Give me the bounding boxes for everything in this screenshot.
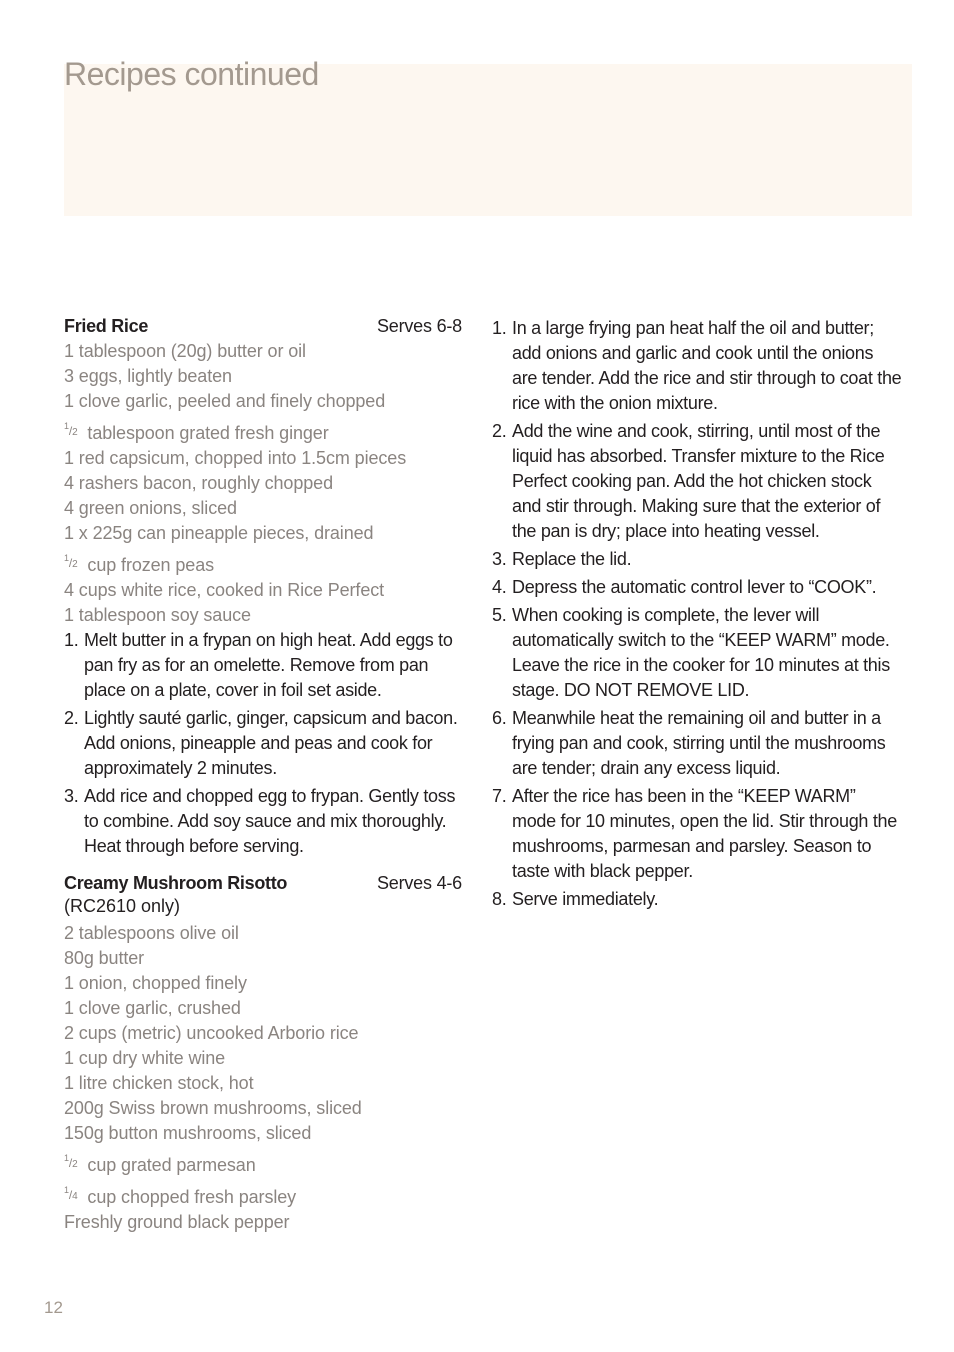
risotto-method-list <box>492 316 902 912</box>
ingredient-item: 1 x 225g can pineapple pieces, drained <box>64 523 374 543</box>
ingredient-item: 4 green onions, sliced <box>64 498 237 518</box>
ingredient-item: 3 eggs, lightly beaten <box>64 366 232 386</box>
ingredient-item: 1 tablespoon soy sauce <box>64 605 251 625</box>
ingredient-item: Freshly ground black pepper <box>64 1212 290 1232</box>
ingredient-list <box>64 921 462 1235</box>
ingredient-item: 80g butter <box>64 948 145 968</box>
recipe-title: Fried Rice <box>64 316 149 336</box>
ingredient-item: 2 tablespoons olive oil <box>64 923 239 943</box>
ingredient-item: 4 rashers bacon, roughly chopped <box>64 473 333 493</box>
ingredient-item: 1 cup dry white wine <box>64 1048 226 1068</box>
method-step: 2. Lightly sauté garlic, ginger, capsicum and bacon. Add onions, pineapple and peas and cook for approximately 2 minutes. <box>64 708 458 778</box>
ingredient-item: 1 clove garlic, crushed <box>64 998 241 1018</box>
ingredient-item: 1 tablespoon (20g) butter or oil <box>64 341 306 361</box>
fraction-half: 1/2 <box>64 421 78 438</box>
method-step: 7. After the rice has been in the “KEEP WARM” mode for 10 minutes, open the lid. Stir through the mushrooms, parmesan and parsley. Season to taste with black pepper. <box>492 786 897 881</box>
ingredient-item: 1 clove garlic, peeled and finely chopped <box>64 391 386 411</box>
recipe-header <box>64 873 462 894</box>
method-step: 8. Serve immediately. <box>492 889 659 909</box>
ingredient-item: 2 cups (metric) uncooked Arborio rice <box>64 1023 359 1043</box>
page-number: 12 <box>44 1298 63 1317</box>
ingredient-item: $^{^1/2}$ cup frozen peas <box>64 553 215 575</box>
ingredient-item: 1 red capsicum, chopped into 1.5cm pieces <box>64 448 407 468</box>
page-title: Recipes continued <box>64 56 319 92</box>
method-step: 5. When cooking is complete, the lever will automatically switch to the “KEEP WARM” mode. Leave the rice in the cooker for 10 minutes at this stage. DO NOT REMOVE LID. <box>492 605 890 700</box>
method-step: 6. Meanwhile heat the remaining oil and butter in a frying pan and cook, stirring until the mushrooms are tender; drain any excess liquid. <box>492 708 886 778</box>
ingredient-item: 150g button mushrooms, sliced <box>64 1123 312 1143</box>
ingredient-list <box>64 339 462 628</box>
ingredient-item: $^{^1/2}$ tablespoon grated fresh ginger <box>64 421 329 443</box>
method-step: 3. Add rice and chopped egg to frypan. Gently toss to combine. Add soy sauce and mix thoroughly. Heat through before serving. <box>64 786 456 856</box>
fraction-half: 1/2 <box>64 553 78 570</box>
ingredient-item: $^{^1/4}$ cup chopped fresh parsley <box>64 1185 297 1207</box>
recipe-title: Creamy Mushroom Risotto <box>64 873 288 893</box>
recipe-header <box>64 316 462 337</box>
ingredient-item: 1 litre chicken stock, hot <box>64 1073 254 1093</box>
ingredient-item: 4 cups white rice, cooked in Rice Perfect <box>64 580 385 600</box>
recipe-fried-rice <box>64 316 462 859</box>
left-column <box>64 316 462 1235</box>
method-step: 1. Melt butter in a frypan on high heat. Add eggs to pan fry as for an omelette. Remove from pan place on a plate, cover in foil set aside. <box>64 630 453 700</box>
serves-label: Serves 4-6 <box>376 873 462 893</box>
method-step: 4. Depress the automatic control lever to “COOK”. <box>492 577 877 597</box>
ingredient-item: $^{^1/2}$ cup grated parmesan <box>64 1153 256 1175</box>
fraction-half: 1/2 <box>64 1153 78 1170</box>
recipe-subtitle: (RC2610 only) <box>64 896 181 916</box>
serves-label: Serves 6-8 <box>376 316 462 336</box>
right-column <box>492 316 902 915</box>
method-step: 3. Replace the lid. <box>492 549 632 569</box>
fraction-quarter: 1/4 <box>64 1185 78 1202</box>
method-list <box>64 628 462 859</box>
recipe-mushroom-risotto <box>64 873 462 1235</box>
method-step: 1. In a large frying pan heat half the oil and butter; add onions and garlic and cook until the onions are tender. Add the rice and stir through to coat the rice with the onion mixture. <box>492 318 902 413</box>
ingredient-item: 200g Swiss brown mushrooms, sliced <box>64 1098 362 1118</box>
ingredient-item: 1 onion, chopped finely <box>64 973 247 993</box>
method-step: 2. Add the wine and cook, stirring, until most of the liquid has absorbed. Transfer mixture to the Rice Perfect cooking pan. Add the hot chicken stock and stir through. Making sure that the exterior of the pan is dry; place into heating vessel. <box>492 421 885 541</box>
